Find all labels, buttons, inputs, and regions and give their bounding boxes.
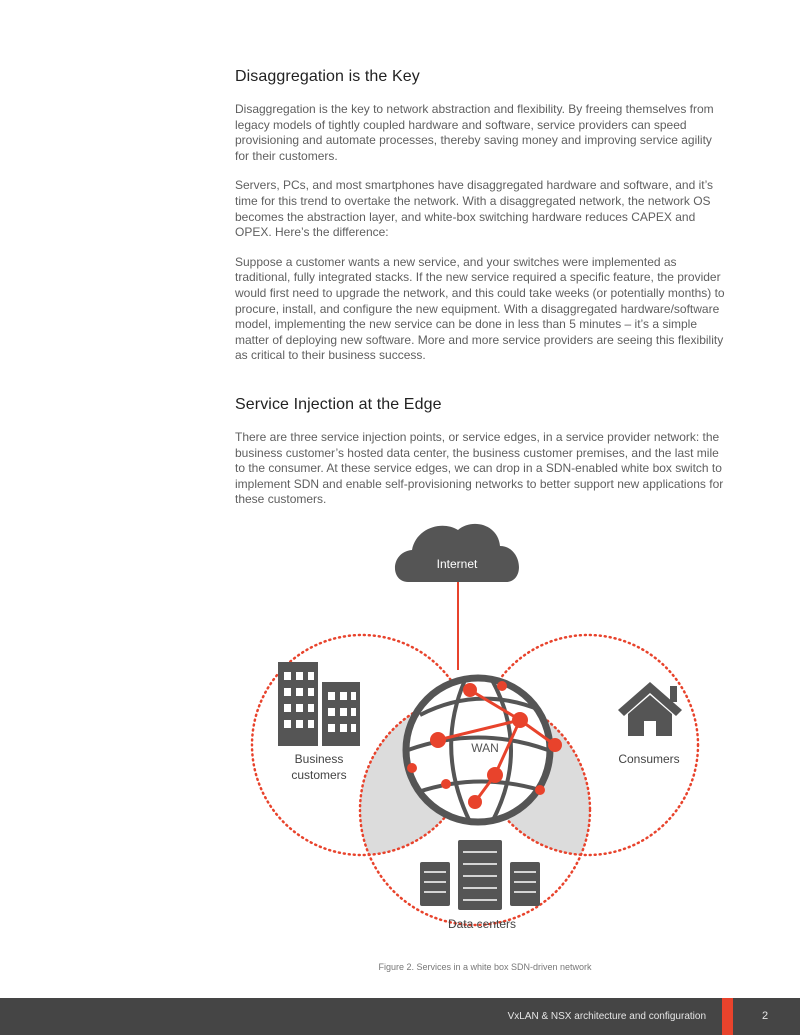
consumers-label: Consumers [618,752,680,766]
paragraph: Servers, PCs, and most smartphones have disaggregated hardware and software, and it’s time for this trend to overtake the network. With a disaggregated network, the network OS becomes the abstraction layer, and white-box switching hardware reduces CAPEX and OPEX. Here’s the difference: [235,178,714,240]
main-content [235,66,725,508]
business-label-line2: customers [291,768,347,782]
page-footer [0,998,800,1035]
footer-accent-bar [722,998,733,1035]
page-number: 2 [762,1010,769,1022]
figure-caption: Figure 2. Services in a white box SDN-driven network [378,962,592,972]
paragraph: Disaggregation is the key to network abstraction and flexibility. By freeing themselves from legacy models of tightly coupled hardware and software, service providers can speed provisioning and automate processes, thereby saving money and improving service agility for their customers. [235,102,714,163]
paragraph: Suppose a customer wants a new service, and your switches were implemented as traditional, fully integrated stacks. If the new service required a specific feature, the provider would first need to upgrade the network, and this could take weeks (or potentially months) to procure, install, and configure the new equipment. With a disaggregated hardware/software model, implementing the new service can be done in less than 5 minutes – it’s a simple matter of deploying new software. More and more service providers are seeing this flexibility as critical to their business success. [235,254,725,363]
footer-title: VxLAN & NSX architecture and configuration [507,1011,706,1022]
house-icon [618,682,682,736]
wan-label: WAN [471,741,499,755]
section-heading-disaggregation: Disaggregation is the Key [235,68,420,85]
internet-label: Internet [436,557,478,571]
buildings-icon [278,662,360,746]
server-racks-icon [420,840,540,910]
business-label-line1: Business [294,752,344,766]
cloud-icon [395,524,519,582]
datacenters-label: Data centers [447,917,517,931]
service-edges-diagram [230,510,730,960]
section-heading-service-injection: Service Injection at the Edge [235,395,442,413]
paragraph: There are three service injection points, or service edges, in a service provider network: the business customer’s hosted data center, the business customer premises, and the last mile to the consumer. At these service edges, we can drop in a SDN-enabled white box switch to implement SDN and enable self-provisioning networks to better support new applications for these customers. [235,429,724,507]
